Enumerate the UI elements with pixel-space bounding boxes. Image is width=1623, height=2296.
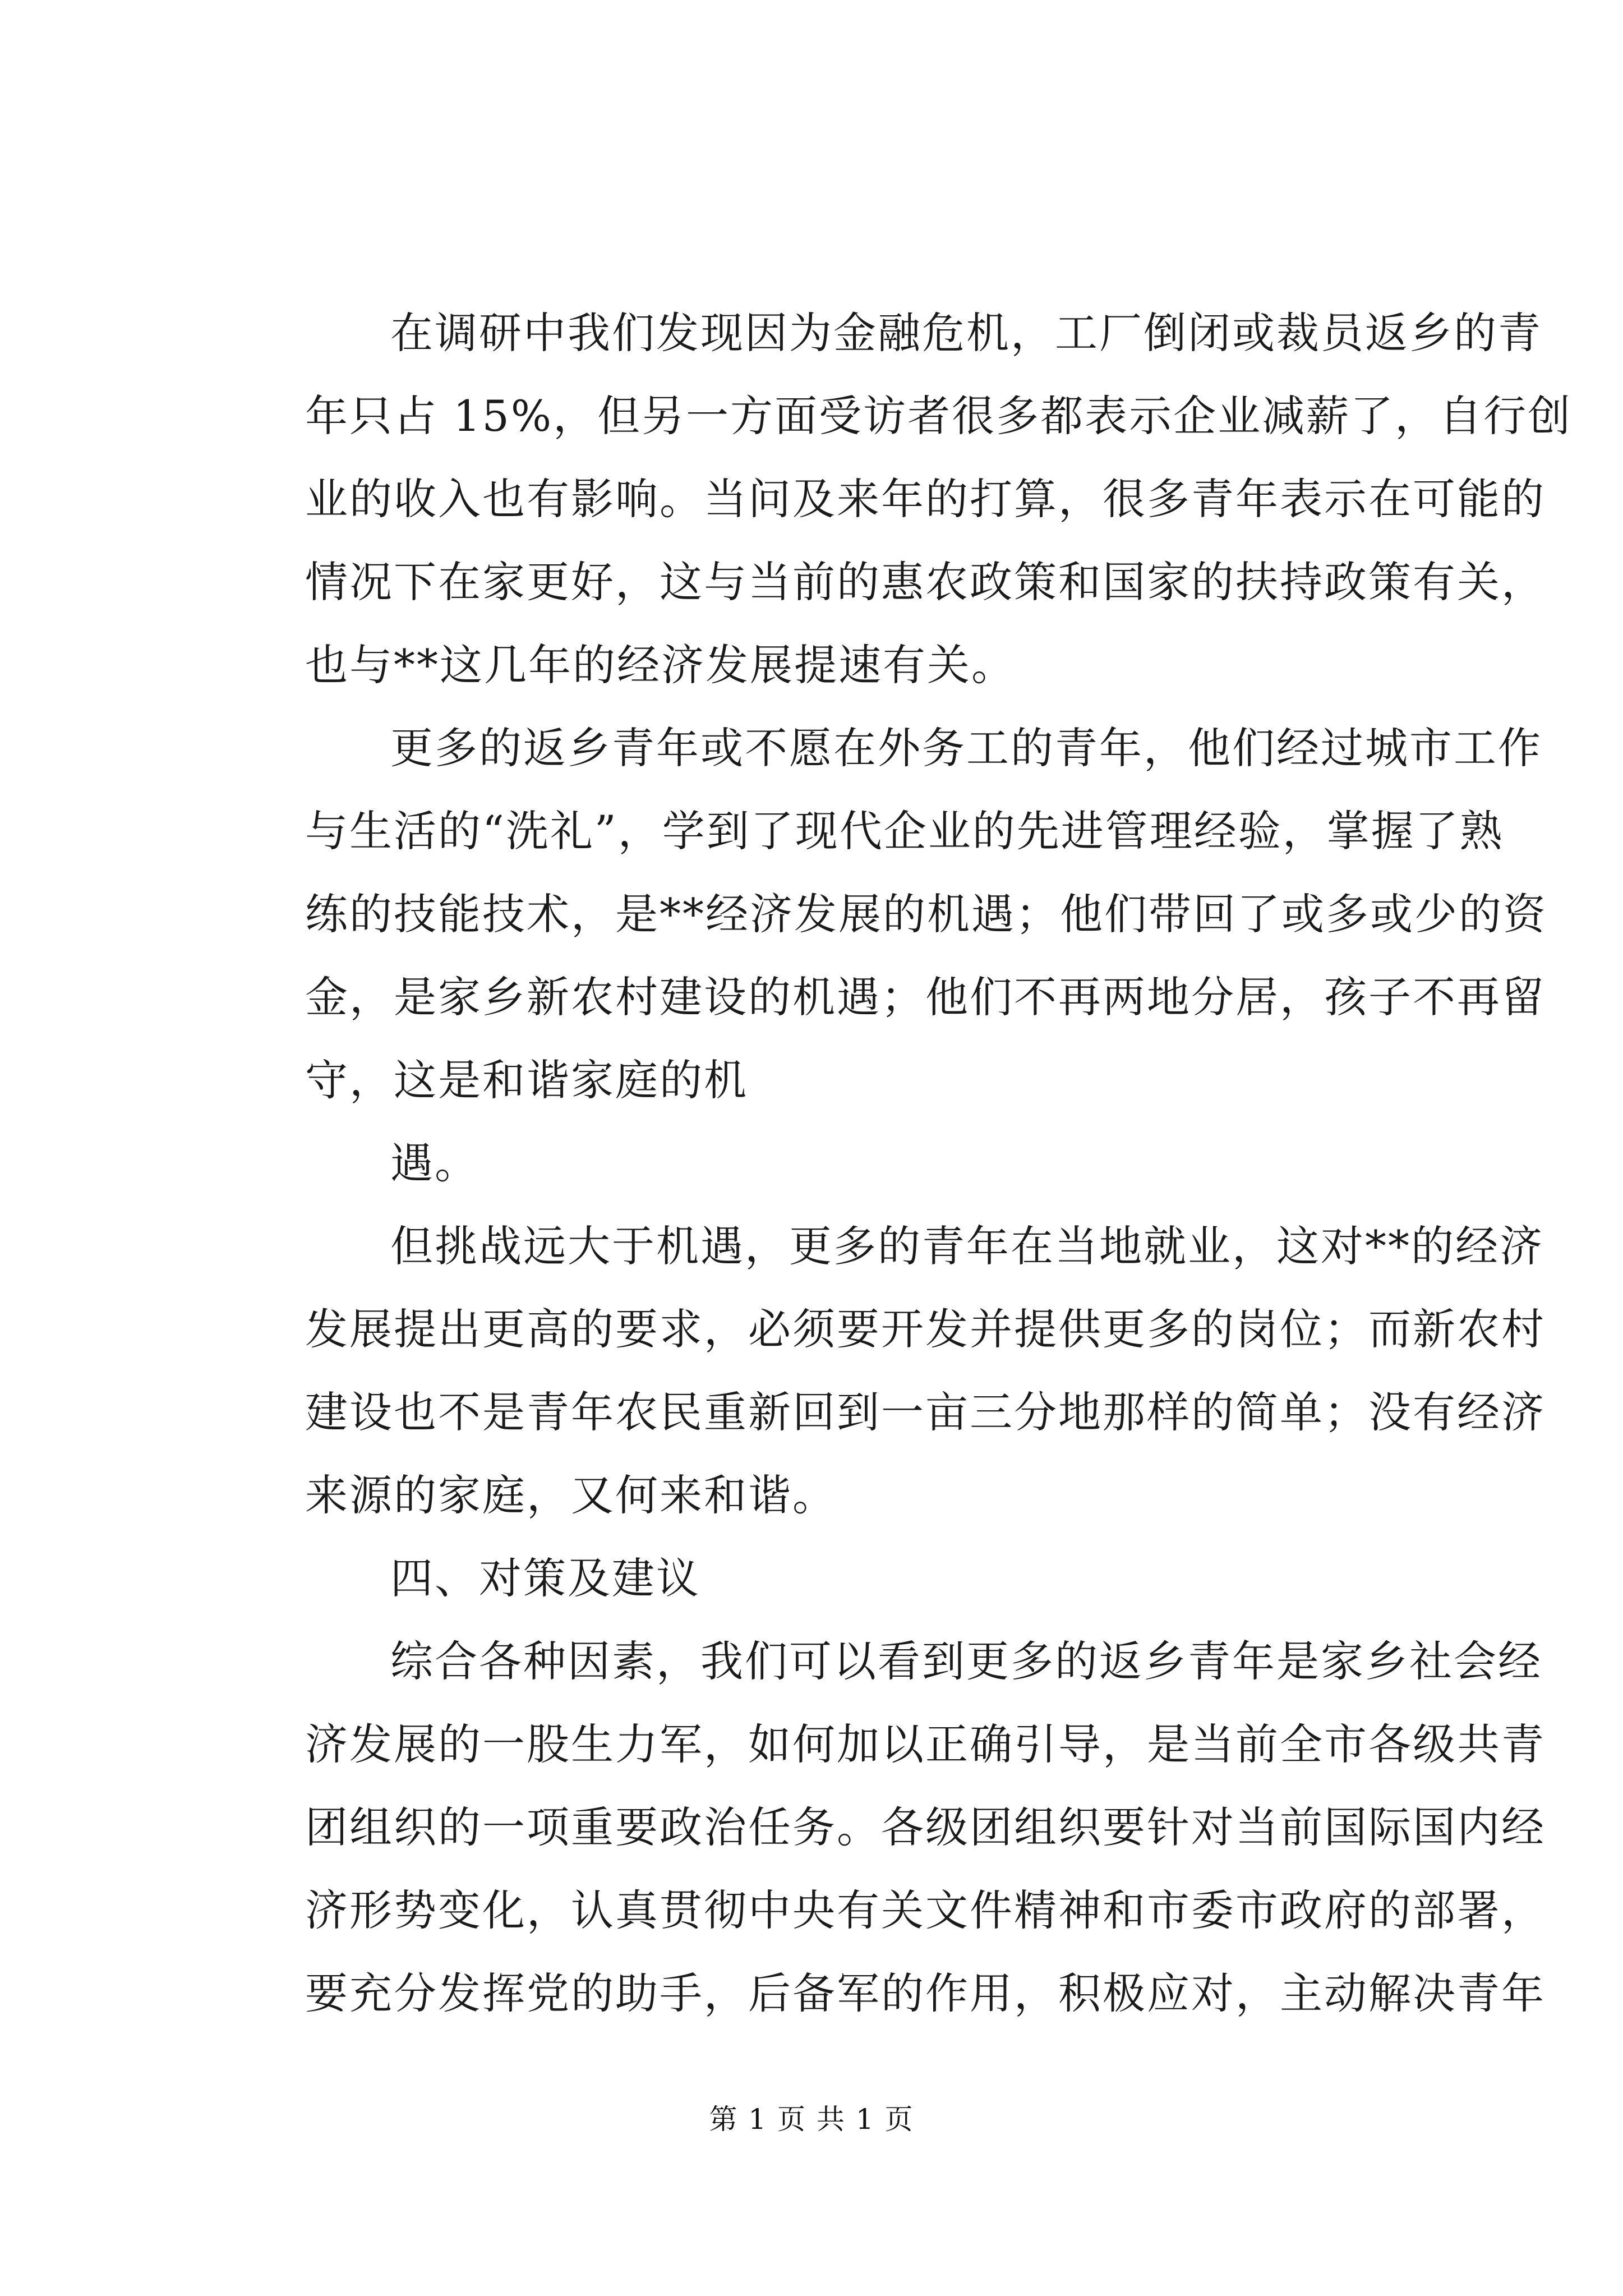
- section-heading: [220, 1537, 1409, 1620]
- text-line: 守，这是和谐家庭的机: [305, 1055, 748, 1105]
- text-line: 业的收入也有影响。当问及来年的打算，很多青年表示在可能的: [305, 474, 1546, 524]
- text-line: 年只占 15%，但另一方面受访者很多都表示企业减薪了，自行创: [305, 391, 1573, 441]
- page-number-footer: 第 1 页 共 1 页: [709, 2103, 914, 2136]
- text-line: 济发展的一股生力军，如何加以正确引导，是当前全市各级共青: [305, 1719, 1546, 1769]
- text-line: 情况下在家更好，这与当前的惠农政策和国家的扶持政策有关，: [305, 557, 1546, 607]
- text-line: 但挑战远大于机遇，更多的青年在当地就业，这对**的经济: [390, 1221, 1544, 1271]
- text-line: 团组织的一项重要政治任务。各级团组织要针对当前国际国内经: [305, 1802, 1546, 1852]
- text-line: 金，是家乡新农村建设的机遇；他们不再两地分居，孩子不再留: [305, 972, 1546, 1022]
- text-line: 要充分发挥党的助手，后备军的作用，积极应对，主动解决青年: [305, 1968, 1546, 2018]
- text-line: 来源的家庭，又何来和谐。: [305, 1470, 837, 1520]
- paragraph-returning-youth: [220, 707, 1547, 1122]
- text-line: 与生活的“洗礼”，学到了现代企业的先进管理经验，掌握了熟: [305, 806, 1504, 856]
- text-line: 综合各种因素，我们可以看到更多的返乡青年是家乡社会经: [390, 1636, 1542, 1686]
- text-line: 在调研中我们发现因为金融危机，工厂倒闭或裁员返乡的青: [390, 308, 1542, 358]
- text-line: 也与**这几年的经济发展提速有关。: [305, 640, 1016, 690]
- text-line: 建设也不是青年农民重新回到一亩三分地那样的简单；没有经济: [305, 1387, 1546, 1437]
- document-body: [220, 292, 1573, 2035]
- paragraph-recommendations: [220, 1620, 1546, 2035]
- paragraph-fragment: [220, 1122, 1409, 1205]
- text-line: 更多的返乡青年或不愿在外务工的青年，他们经过城市工作: [390, 723, 1542, 773]
- text-line: 发展提出更高的要求，必须要开发并提供更多的岗位；而新农村: [305, 1304, 1546, 1354]
- text-line: 练的技能技术，是**经济发展的机遇；他们带回了或多或少的资: [305, 889, 1547, 939]
- section-heading-text: 四、对策及建议: [390, 1553, 700, 1603]
- text-line: 遇。: [390, 1138, 479, 1188]
- text-line: 济形势变化，认真贯彻中央有关文件精神和市委市政府的部署，: [305, 1885, 1546, 1935]
- paragraph-financial-crisis: [220, 292, 1573, 707]
- paragraph-challenges: [220, 1205, 1546, 1537]
